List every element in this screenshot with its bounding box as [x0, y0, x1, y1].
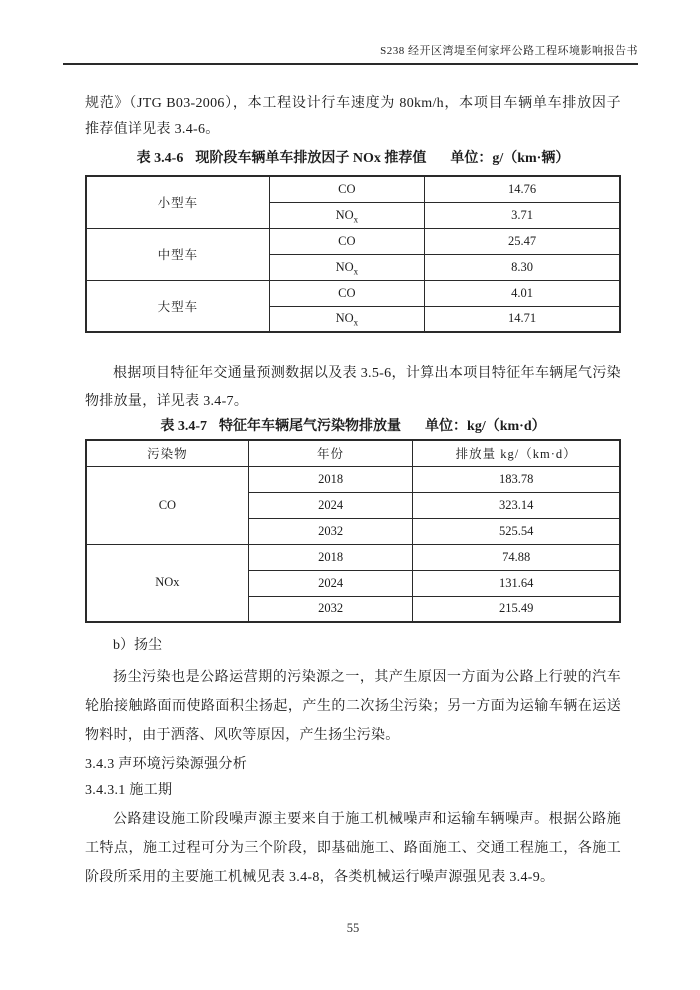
pollutant-cell: $NO_x$ — [269, 254, 424, 280]
table-caption-unit: 单位：kg/（km·d） — [425, 419, 546, 434]
paragraph-dust-description: 扬尘污染也是公路运营期的污染源之一，其产生原因一方面为公路上行驶的汽车轮胎接触路面而使路面积尘扬起，产生的二次扬尘污染；另一方面为运输车辆在运送物料时，由于洒落、风吹等原因，产生扬尘污染。 — [85, 670, 621, 743]
pollutant-cell: NOx — [86, 544, 248, 622]
table-caption-title: 特征年车辆尾气污染物排放量 — [219, 419, 402, 434]
value-cell: 74.88 — [413, 544, 620, 570]
page-header — [63, 42, 638, 65]
value-cell: 323.14 — [413, 492, 620, 518]
paragraph-emission-factor-intro: 规范》（JTG B03-2006），本工程设计行车速度为 80km/h，本项目车辆单车排放因子推荐值详见表 3.4-6。 — [85, 96, 621, 137]
year-cell: 2032 — [248, 518, 412, 544]
year-cell: 2032 — [248, 596, 412, 622]
section-heading-3-4-3-1: 3.4.3.1 施工期 — [85, 783, 173, 798]
value-cell: 215.49 — [413, 596, 620, 622]
value-cell: 131.64 — [413, 570, 620, 596]
vehicle-type-cell: 大型车 — [86, 280, 269, 332]
table-caption-label: 表 3.4-7 — [160, 419, 208, 434]
value-cell: 4.01 — [425, 280, 620, 306]
table-row — [86, 466, 620, 492]
year-cell: 2018 — [248, 466, 412, 492]
pollutant-cell: CO — [269, 280, 424, 306]
page-content — [85, 75, 621, 936]
paragraph-emission-amount-intro: 根据项目特征年交通量预测数据以及表 3.5-6，计算出本项目特征年车辆尾气污染物排放量，详见表 3.4-7。 — [85, 366, 621, 409]
pollutant-cell: $NO_x$ — [269, 306, 424, 332]
header-year: 年份 — [248, 440, 412, 466]
paragraph-construction-noise: 公路建设施工阶段噪声源主要来自于施工机械噪声和运输车辆噪声。根据公路施工特点，施工过程可分为三个阶段，即基础施工、路面施工、交通工程施工，各施工阶段所采用的主要施工机械见表 3.4-8，各类机械运行噪声源强见表 3.4-9。 — [85, 812, 621, 885]
value-cell: 8.30 — [425, 254, 620, 280]
value-cell: 14.76 — [425, 176, 620, 202]
value-cell: 183.78 — [413, 466, 620, 492]
table-3-4-7-caption — [85, 417, 621, 437]
value-cell: 3.71 — [425, 202, 620, 228]
year-cell: 2018 — [248, 544, 412, 570]
section-heading-3-4-3: 3.4.3 声环境污染源强分析 — [85, 757, 247, 772]
header-pollutant: 污染物 — [86, 440, 248, 466]
value-cell: 525.54 — [413, 518, 620, 544]
table-row — [86, 280, 620, 306]
vehicle-type-cell: 中型车 — [86, 228, 269, 280]
table-row — [86, 544, 620, 570]
value-cell: 14.71 — [425, 306, 620, 332]
table-header-row — [86, 440, 620, 466]
pollutant-cell: $NO_x$ — [269, 202, 424, 228]
subsection-dust-heading: b）扬尘 — [113, 638, 162, 653]
header-amount: 排放量 kg/（km·d） — [413, 440, 620, 466]
page-header-title: S238 经开区湾堤至何家坪公路工程环境影响报告书 — [380, 45, 638, 57]
value-cell: 25.47 — [425, 228, 620, 254]
table-row — [86, 176, 620, 202]
table-row — [86, 228, 620, 254]
pollutant-cell: CO — [86, 466, 248, 544]
page-number: 55 — [346, 921, 360, 935]
table-3-4-6 — [85, 175, 621, 333]
table-3-4-6-caption — [85, 149, 621, 169]
table-caption-label: 表 3.4-6 — [136, 151, 184, 166]
pollutant-cell: CO — [269, 176, 424, 202]
year-cell: 2024 — [248, 570, 412, 596]
table-caption-unit: 单位：g/（km·辆） — [450, 151, 570, 166]
pollutant-cell: CO — [269, 228, 424, 254]
table-caption-title: 现阶段车辆单车排放因子 NOx 推荐值 — [195, 151, 427, 166]
table-3-4-7 — [85, 439, 621, 623]
year-cell: 2024 — [248, 492, 412, 518]
vehicle-type-cell: 小型车 — [86, 176, 269, 228]
